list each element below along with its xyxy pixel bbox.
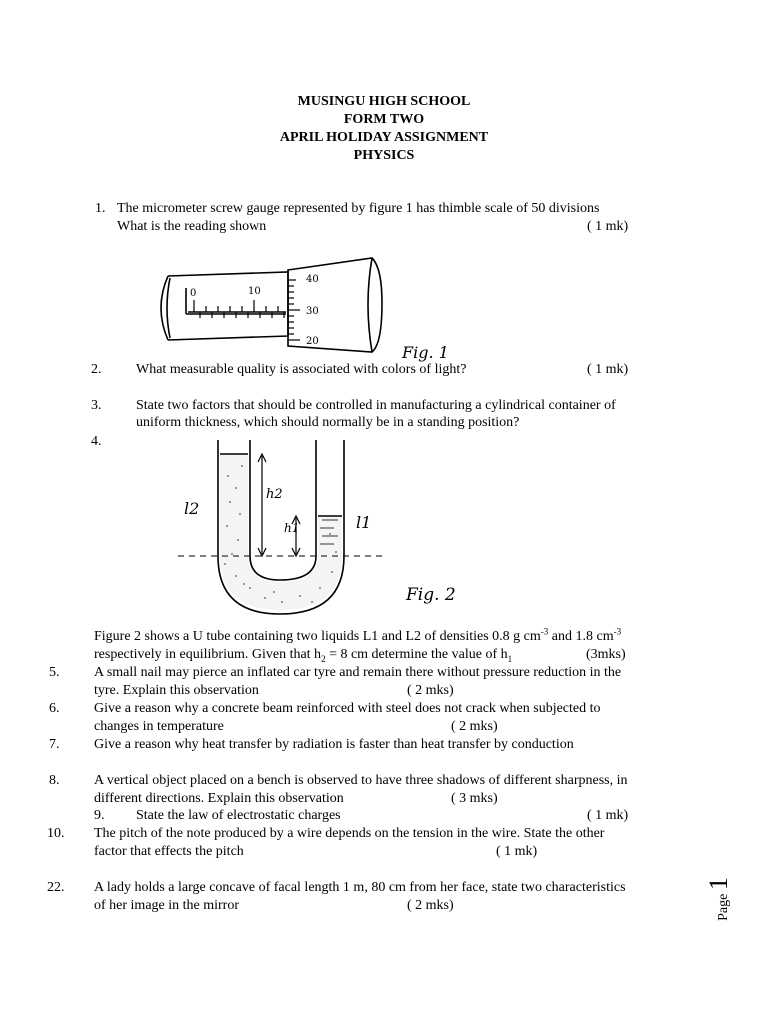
question-text: State the law of electrostatic charges bbox=[136, 808, 341, 823]
question-text: Figure 2 shows a U tube containing two liquids L1 and L2 of densities 0.8 g $cm^{-3}$ and 1.8 $cm^{-3}$ bbox=[94, 626, 622, 644]
question-text: A small nail may pierce an inflated car tyre and remain there without pressure reduction in the bbox=[94, 665, 622, 680]
question-number: 5. bbox=[49, 665, 60, 680]
figure-1-caption: Fig. 1 bbox=[402, 343, 449, 362]
question-text: changes in temperature bbox=[94, 719, 224, 734]
marks-label: ( 2 mks) bbox=[407, 683, 454, 698]
main-scale-label: 0 bbox=[190, 288, 197, 299]
marks-label: ( 1 mk) bbox=[587, 219, 629, 234]
form-title: FORM TWO bbox=[343, 112, 425, 127]
question-number: 22. bbox=[47, 880, 65, 895]
question-text: What is the reading shown bbox=[117, 219, 267, 234]
question-text: What measurable quality is associated with colors of light? bbox=[136, 362, 467, 377]
question-text: A lady holds a large concave of facal length 1 m, 80 cm from her face, state two characteristics bbox=[94, 880, 626, 895]
question-text: factor that effects the pitch bbox=[94, 844, 244, 859]
question-text: uniform thickness, which should normally be in a standing position? bbox=[136, 415, 520, 430]
main-scale-label: 10 bbox=[248, 286, 261, 297]
page-word: Page bbox=[716, 893, 731, 921]
thimble-label: 30 bbox=[306, 306, 319, 317]
question-number: 7. bbox=[49, 737, 60, 752]
school-name: MUSINGU HIGH SCHOOL bbox=[297, 94, 471, 109]
figure-1-micrometer bbox=[150, 248, 450, 368]
page-number bbox=[704, 864, 740, 934]
question-number: 3. bbox=[91, 398, 102, 413]
page-digit: 1 bbox=[704, 877, 733, 891]
question-number: 6. bbox=[49, 701, 60, 716]
question-number: 2. bbox=[91, 362, 102, 377]
marks-label: ( 2 mks) bbox=[451, 719, 498, 734]
marks-label: ( 1 mk) bbox=[587, 808, 629, 823]
thimble-label: 40 bbox=[306, 274, 319, 285]
marks-label: ( 2 mks) bbox=[407, 898, 454, 913]
question-text: Give a reason why heat transfer by radiation is faster than heat transfer by conduction bbox=[94, 737, 574, 752]
question-text: different directions. Explain this observation bbox=[94, 791, 344, 806]
l2-label: l2 bbox=[184, 499, 200, 518]
marks-label: ( 3 mks) bbox=[451, 791, 498, 806]
h2-label: h2 bbox=[266, 487, 283, 502]
h1-label: h1 bbox=[284, 521, 300, 535]
question-text: State two factors that should be controlled in manufacturing a cylindrical container of bbox=[136, 398, 616, 413]
question-text: Give a reason why a concrete beam reinforced with steel does not crack when subjected to bbox=[94, 701, 601, 716]
question-number: 8. bbox=[49, 773, 60, 788]
l1-label: l1 bbox=[356, 513, 372, 532]
question-number: 1. bbox=[95, 201, 106, 216]
question-text: respectively in equilibrium. Given that $h_2 = 8$ cm determine the value of $h_1$ bbox=[94, 647, 513, 664]
question-text: The micrometer screw gauge represented by figure 1 has thimble scale of 50 divisions bbox=[117, 201, 600, 216]
figure-2-u-tube bbox=[170, 436, 470, 616]
marks-label: ( 1 mk) bbox=[587, 362, 629, 377]
question-text: of her image in the mirror bbox=[94, 898, 240, 913]
question-text: The pitch of the note produced by a wire depends on the tension in the wire. State the other bbox=[94, 826, 605, 841]
marks-label: (3mks) bbox=[586, 647, 626, 662]
question-4-number: 4. bbox=[91, 434, 102, 449]
thimble-label: 20 bbox=[306, 336, 319, 347]
figure-2-caption: Fig. 2 bbox=[406, 585, 456, 605]
question-number: 10. bbox=[47, 826, 65, 841]
subject-title: PHYSICS bbox=[353, 148, 415, 163]
question-text: A vertical object placed on a bench is observed to have three shadows of different sharpness, in bbox=[94, 773, 628, 788]
question-number: 9. bbox=[94, 808, 105, 823]
marks-label: ( 1 mk) bbox=[496, 844, 538, 859]
micrometer-drawing bbox=[150, 248, 450, 368]
assignment-title: APRIL HOLIDAY ASSIGNMENT bbox=[279, 130, 489, 145]
question-text: tyre. Explain this observation bbox=[94, 683, 259, 698]
u-tube-drawing bbox=[170, 436, 470, 616]
